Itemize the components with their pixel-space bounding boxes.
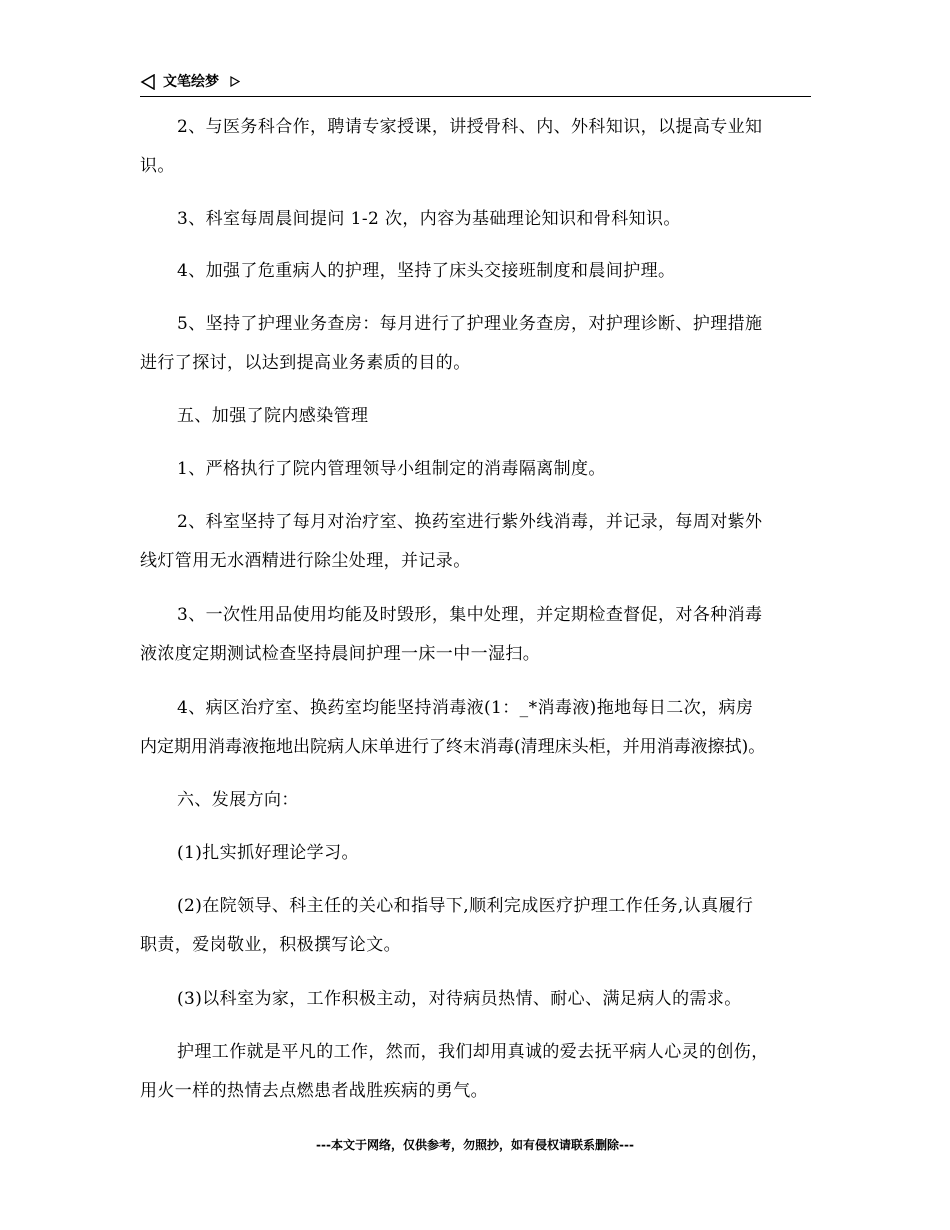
triangle-right-outline-icon	[230, 76, 240, 87]
paragraph-line: 5、坚持了护理业务查房：每月进行了护理业务查房，对护理诊断、护理措施	[177, 314, 763, 334]
footer-notice: ---本文于网络，仅供参考，勿照抄，如有侵权请联系删除---	[316, 1138, 634, 1152]
triangle-left-outline-icon	[140, 74, 156, 90]
paragraph-line: 内定期用消毒液拖地出院病人床单进行了终末消毒(清理床头柜，并用消毒液擦拭)。	[140, 737, 766, 757]
paragraph-line: 识。	[140, 156, 175, 176]
paragraph-line: (3)以科室为家，工作积极主动，对待病员热情、耐心、满足病人的需求。	[177, 989, 742, 1009]
paragraph-line: 职责，爱岗敬业，积极撰写论文。	[140, 935, 401, 955]
paragraph-line: 3、一次性用品使用均能及时毁形，集中处理，并定期检查督促，对各种消毒	[177, 605, 763, 625]
paragraph-line: 2、与医务科合作，聘请专家授课，讲授骨科、内、外科知识，以提高专业知	[177, 117, 763, 137]
paragraph-line: 线灯管用无水酒精进行除尘处理，并记录。	[140, 551, 471, 571]
section-heading: 五、加强了院内感染管理	[177, 406, 369, 426]
paragraph-line: 3、科室每周晨间提问 1-2 次，内容为基础理论知识和骨科知识。	[177, 209, 681, 229]
paragraph-line: 进行了探讨，以达到提高业务素质的目的。	[140, 353, 471, 373]
paragraph-line: 4、加强了危重病人的护理，坚持了床头交接班制度和晨间护理。	[177, 261, 676, 281]
header-brand: 文笔绘梦	[163, 74, 219, 90]
paragraph-line: (1)扎实抓好理论学习。	[177, 843, 359, 863]
paragraph-line: 2、科室坚持了每月对治疗室、换药室进行紫外线消毒，并记录，每周对紫外	[177, 512, 763, 532]
paragraph-line: 护理工作就是平凡的工作，然而，我们却用真诚的爱去抚平病人心灵的创伤，	[177, 1042, 769, 1062]
section-heading: 六、发展方向：	[177, 790, 299, 810]
paragraph-line: 1、严格执行了院内管理领导小组制定的消毒隔离制度。	[177, 459, 606, 479]
paragraph-line: (2)在院领导、科主任的关心和指导下,顺利完成医疗护理工作任务,认真履行	[177, 896, 754, 916]
paragraph-line: 用火一样的热情去点燃患者战胜疾病的勇气。	[140, 1081, 488, 1101]
paragraph-line: 4、病区治疗室、换药室均能坚持消毒液(1：_*消毒液)拖地每日二次，病房	[177, 698, 754, 718]
paragraph-line: 液浓度定期测试检查坚持晨间护理一床一中一湿扫。	[140, 644, 541, 664]
page-header	[140, 72, 811, 97]
